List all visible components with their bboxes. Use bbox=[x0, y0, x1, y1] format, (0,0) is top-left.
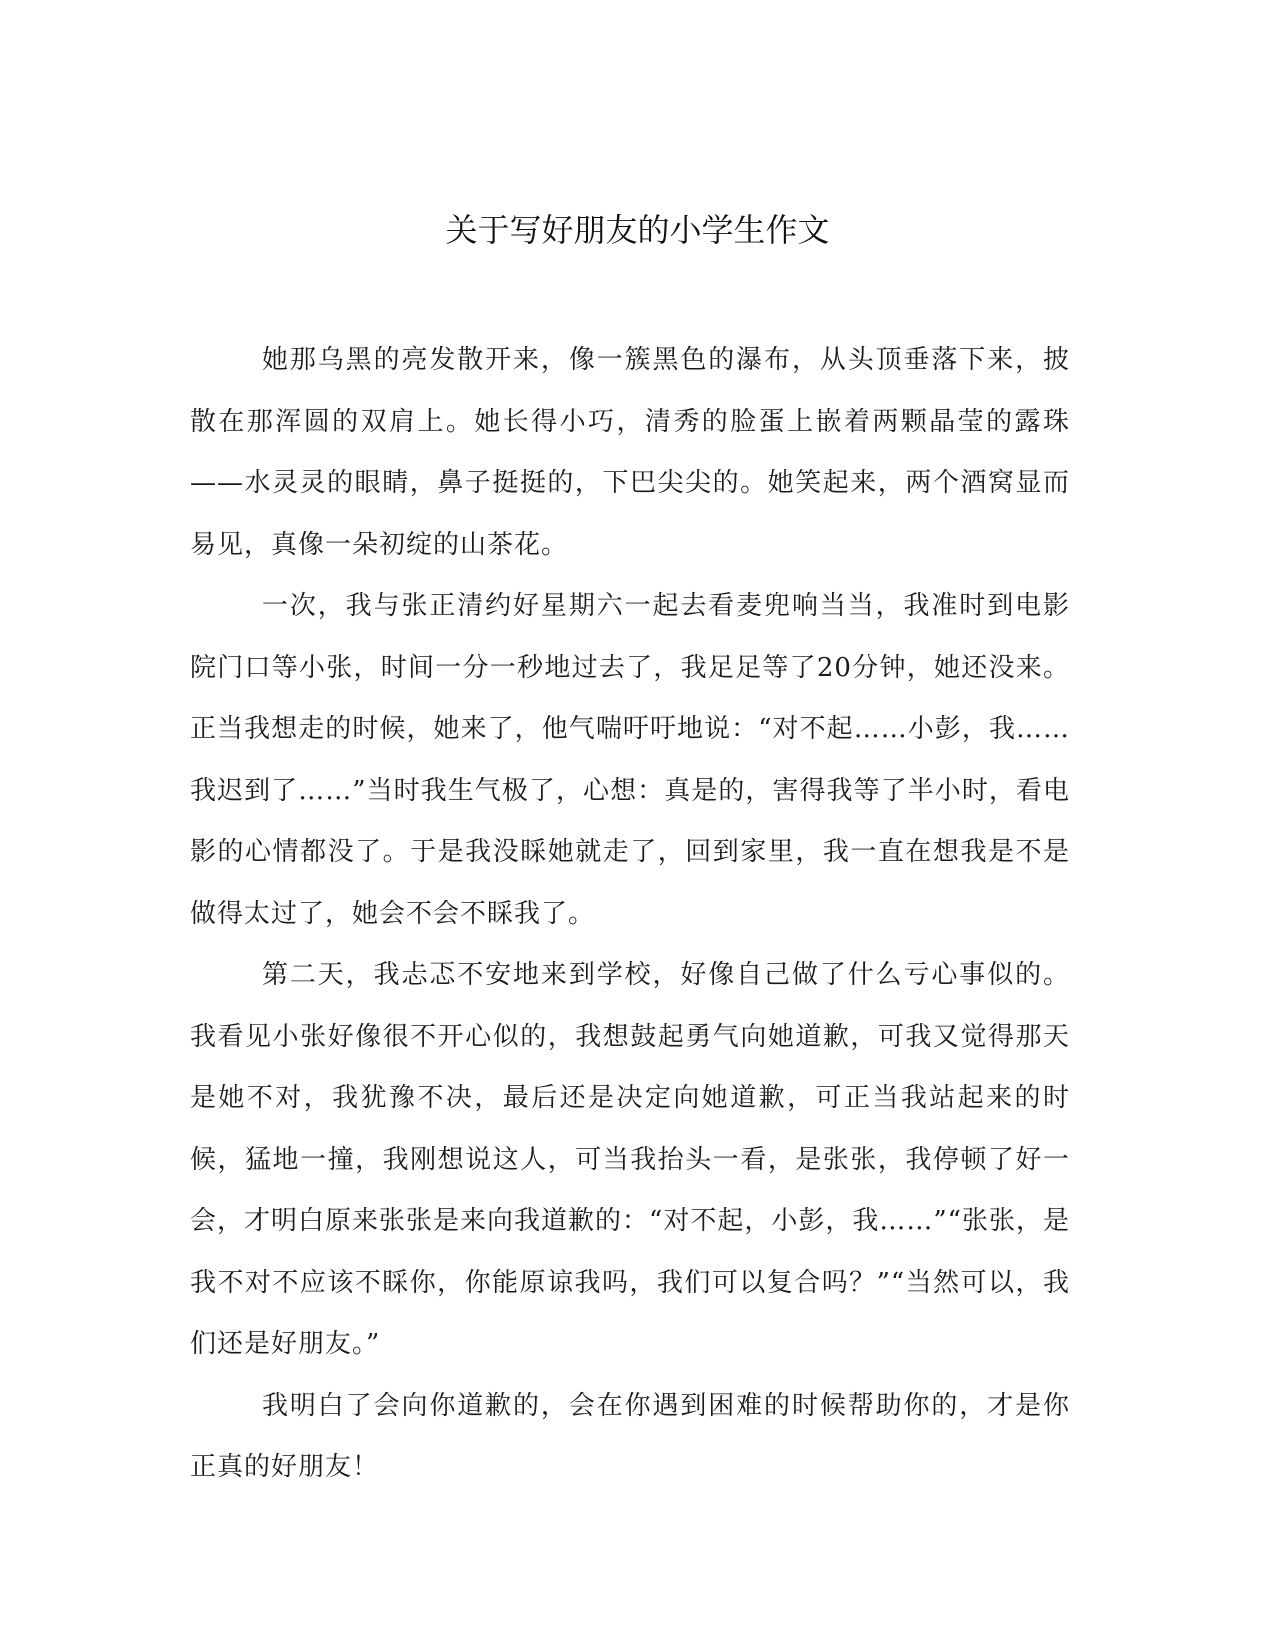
essay-body bbox=[190, 330, 1070, 1499]
paragraph-1: 她那乌黑的亮发散开来，像一簇黑色的瀑布，从头顶垂落下来，披散在那浑圆的双肩上。她长得小巧，清秀的脸蛋上嵌着两颗晶莹的露珠——水灵灵的眼睛，鼻子挺挺的，下巴尖尖的。她笑起来，两个酒窝显而易见，真像一朵初绽的山茶花。 bbox=[190, 345, 1070, 560]
paragraph-3: 第二天，我忐忑不安地来到学校，好像自己做了什么亏心事似的。我看见小张好像很不开心似的，我想鼓起勇气向她道歉，可我又觉得那天是她不对，我犹豫不决，最后还是决定向她道歉，可正当我站起来的时候，猛地一撞，我刚想说这人，可当我抬头一看，是张张，我停顿了好一会，才明白原来张张是来向我道歉的：“对不起，小彭，我……”“张张，是我不对不应该不睬你，你能原谅我吗，我们可以复合吗？”“当然可以，我们还是好朋友。” bbox=[190, 960, 1070, 1359]
paragraph-4: 我明白了会向你道歉的，会在你遇到困难的时候帮助你的，才是你正真的好朋友！ bbox=[190, 1390, 1070, 1482]
paragraph-2: 一次，我与张正清约好星期六一起去看麦兜响当当，我准时到电影院门口等小张，时间一分一秒地过去了，我足足等了20分钟，她还没来。正当我想走的时候，她来了，他气喘吁吁地说：“对不起……小彭，我……我迟到了……”当时我生气极了，心想：真是的，害得我等了半小时，看电影的心情都没了。于是我没睬她就走了，回到家里，我一直在想我是不是做得太过了，她会不会不睬我了。 bbox=[190, 591, 1070, 929]
page-title: 关于写好朋友的小学生作文 bbox=[445, 211, 830, 249]
